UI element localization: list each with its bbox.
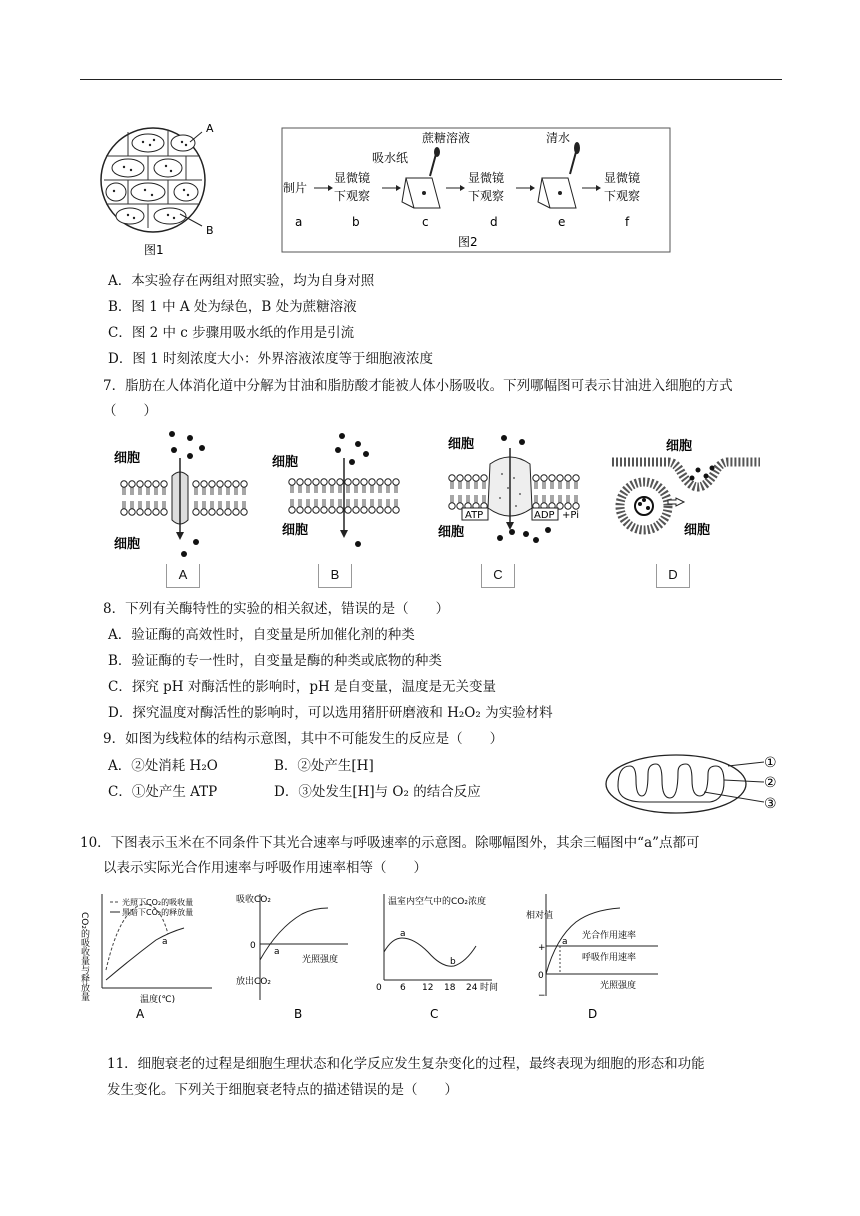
q9-stem: 9．如图为线粒体的结构示意图，其中不可能发生的反应是（ ） bbox=[103, 731, 504, 747]
q7-d-cell-bottom: 细胞 bbox=[684, 523, 711, 538]
q10b-ybottom: 放出CO₂ bbox=[236, 977, 271, 987]
fig2-step-b-1: 显微镜 bbox=[334, 171, 371, 185]
q10c-xlabel: 时间 bbox=[480, 983, 499, 993]
q9-mitochondrion-figure bbox=[604, 752, 788, 816]
q10b-point: a bbox=[274, 947, 280, 957]
q10a-xlabel: 温度(℃) bbox=[140, 995, 176, 1005]
q10-graphs bbox=[80, 888, 660, 1020]
q10b-ytop: 吸收CO₂ bbox=[236, 895, 271, 905]
q10c-tick-6: 6 bbox=[400, 983, 406, 993]
q10b-origin: 0 bbox=[250, 941, 256, 951]
q10d-tag: D bbox=[588, 1007, 598, 1020]
q10d-point: a bbox=[562, 937, 568, 947]
q7-adp-label: ADP bbox=[534, 510, 555, 521]
q7-a-cell-bottom: 细胞 bbox=[114, 537, 141, 552]
fig2-step-a: 制片 bbox=[283, 181, 308, 195]
q7-panel-d-drawing bbox=[612, 438, 760, 538]
fig2-step-d-2: 下观察 bbox=[468, 189, 505, 203]
q7-panel-label-c: C bbox=[481, 564, 515, 588]
q10-panel-b bbox=[236, 893, 348, 1020]
q9-marker-3: ③ bbox=[764, 796, 777, 812]
fig1-label-a: A bbox=[206, 122, 214, 135]
fig1-caption: 图1 bbox=[144, 243, 164, 257]
q10a-legend1: 光照下CO₂的吸收量 bbox=[122, 898, 194, 907]
q7-panel-label-a: A bbox=[166, 564, 200, 588]
q7-b-cell-top: 细胞 bbox=[272, 455, 299, 470]
q7-panel-label-d: D bbox=[656, 564, 690, 588]
q9-marker-2: ② bbox=[764, 775, 777, 791]
q10-panel-c bbox=[376, 894, 498, 1020]
fig2-caption: 图2 bbox=[458, 235, 478, 249]
q10c-tag: C bbox=[430, 1007, 439, 1020]
q10a-point: a bbox=[162, 937, 168, 947]
header-rule bbox=[80, 79, 782, 80]
q10c-tick-0: 0 bbox=[376, 983, 382, 993]
q10a-tag: A bbox=[136, 1007, 145, 1020]
q7-panel-label-b: B bbox=[318, 564, 352, 588]
q8-option-d: D．探究温度对酶活性的影响时，可以选用猪肝研磨液和 H₂O₂ 为实验材料 bbox=[108, 705, 553, 721]
q7-stem-paren: （ ） bbox=[103, 403, 157, 419]
q10c-tick-12: 12 bbox=[422, 983, 434, 993]
q10b-tag: B bbox=[294, 1007, 303, 1020]
q10c-tick-24: 24 bbox=[466, 983, 478, 993]
q10d-zero: 0 bbox=[538, 971, 544, 981]
fig2-water-label: 清水 bbox=[546, 131, 571, 145]
q10d-line1: 光合作用速率 bbox=[582, 931, 637, 941]
q7-b-cell-bottom: 细胞 bbox=[282, 523, 309, 538]
q10-stem-line2: 以表示实际光合作用速率与呼吸作用速率相等（ ） bbox=[103, 860, 427, 876]
q10c-point-b: b bbox=[450, 957, 456, 967]
q10-panel-a bbox=[80, 894, 212, 1020]
q10a-ylabel: CO₂的吸收量与释放量 bbox=[80, 912, 89, 1001]
q10c-title: 温室内空气中的CO₂浓度 bbox=[388, 897, 486, 907]
q7-panel-b-drawing bbox=[272, 433, 399, 547]
fig2-letter-c: c bbox=[422, 215, 429, 229]
q10-panel-d bbox=[526, 894, 658, 1020]
q7-atp-label: ATP bbox=[465, 510, 484, 521]
q7-c-cell-top: 细胞 bbox=[448, 437, 475, 452]
fig2-letter-d: d bbox=[490, 215, 498, 229]
q7-panel-c-drawing bbox=[438, 435, 579, 543]
fig2-step-b-2: 下观察 bbox=[334, 189, 371, 203]
q8-option-c: C．探究 pH 对酶活性的影响时，pH 是自变量，温度是无关变量 bbox=[108, 679, 497, 695]
fig2-letter-e: e bbox=[558, 215, 566, 229]
q10c-tick-18: 18 bbox=[444, 983, 456, 993]
q9-option-c: C．①处产生 ATP bbox=[108, 784, 218, 800]
q6-option-a: A．本实验存在两组对照实验，均为自身对照 bbox=[108, 273, 375, 289]
figure-1-cells bbox=[98, 118, 228, 260]
fig2-step-d-1: 显微镜 bbox=[468, 171, 505, 185]
q10d-ylabel: 相对值 bbox=[526, 911, 554, 921]
q7-panel-a-drawing bbox=[114, 431, 247, 557]
q10a-legend2: 黑暗下CO₂的释放量 bbox=[122, 908, 194, 917]
q6-option-d: D．图 1 时刻浓度大小：外界溶液浓度等于细胞液浓度 bbox=[108, 351, 433, 367]
q6-option-c: C．图 2 中 c 步骤用吸水纸的作用是引流 bbox=[108, 325, 355, 341]
q7-stem: 7．脂肪在人体消化道中分解为甘油和脂肪酸才能被人体小肠吸收。下列哪幅图可表示甘油进入细胞的方式 bbox=[103, 378, 733, 394]
q7-a-cell-top: 细胞 bbox=[114, 451, 141, 466]
fig2-step-f-2: 下观察 bbox=[604, 189, 641, 203]
q10b-xlabel: 光照强度 bbox=[302, 955, 339, 965]
q9-option-a: A．②处消耗 H₂O bbox=[108, 758, 218, 774]
fig2-paper-label: 吸水纸 bbox=[372, 151, 409, 165]
q10d-minus: − bbox=[538, 991, 546, 1001]
fig2-letter-a: a bbox=[295, 215, 303, 229]
q6-option-b: B．图 1 中 A 处为绿色，B 处为蔗糖溶液 bbox=[108, 299, 357, 315]
q10c-point-a: a bbox=[400, 929, 406, 939]
q11-stem-line2: 发生变化。下列关于细胞衰老特点的描述错误的是（ ） bbox=[107, 1082, 458, 1098]
q10d-plus: + bbox=[538, 943, 546, 953]
fig2-letter-b: b bbox=[352, 215, 360, 229]
q7-c-cell-bottom: 细胞 bbox=[438, 525, 465, 540]
q10-stem-line1: 10．下图表示玉米在不同条件下其光合速率与呼吸速率的示意图。除哪幅图外，其余三幅图中“a”点都可 bbox=[80, 835, 700, 851]
q10d-line2: 呼吸作用速率 bbox=[582, 953, 637, 963]
q8-option-a: A．验证酶的高效性时，自变量是所加催化剂的种类 bbox=[108, 627, 415, 643]
fig2-step-f-1: 显微镜 bbox=[604, 171, 641, 185]
q7-d-cell-top: 细胞 bbox=[666, 439, 693, 454]
fig1-label-b: B bbox=[206, 224, 214, 237]
q8-option-b: B．验证酶的专一性时，自变量是酶的种类或底物的种类 bbox=[108, 653, 442, 669]
q11-stem-line1: 11．细胞衰老的过程是细胞生理状态和化学反应发生复杂变化的过程，最终表现为细胞的形态和功能 bbox=[107, 1056, 705, 1072]
figure-2-procedure bbox=[280, 126, 672, 256]
q10d-xlabel: 光照强度 bbox=[600, 981, 637, 991]
fig2-letter-f: f bbox=[625, 215, 630, 229]
q8-stem: 8．下列有关酶特性的实验的相关叙述，错误的是（ ） bbox=[103, 601, 450, 617]
q9-option-d: D．③处发生[H]与 O₂ 的结合反应 bbox=[274, 784, 481, 800]
q7-pi-label: +Pi bbox=[562, 510, 579, 521]
q9-marker-1: ① bbox=[764, 755, 777, 771]
fig2-sucrose-label: 蔗糖溶液 bbox=[422, 131, 471, 145]
q9-option-b: B．②处产生[H] bbox=[274, 758, 374, 774]
